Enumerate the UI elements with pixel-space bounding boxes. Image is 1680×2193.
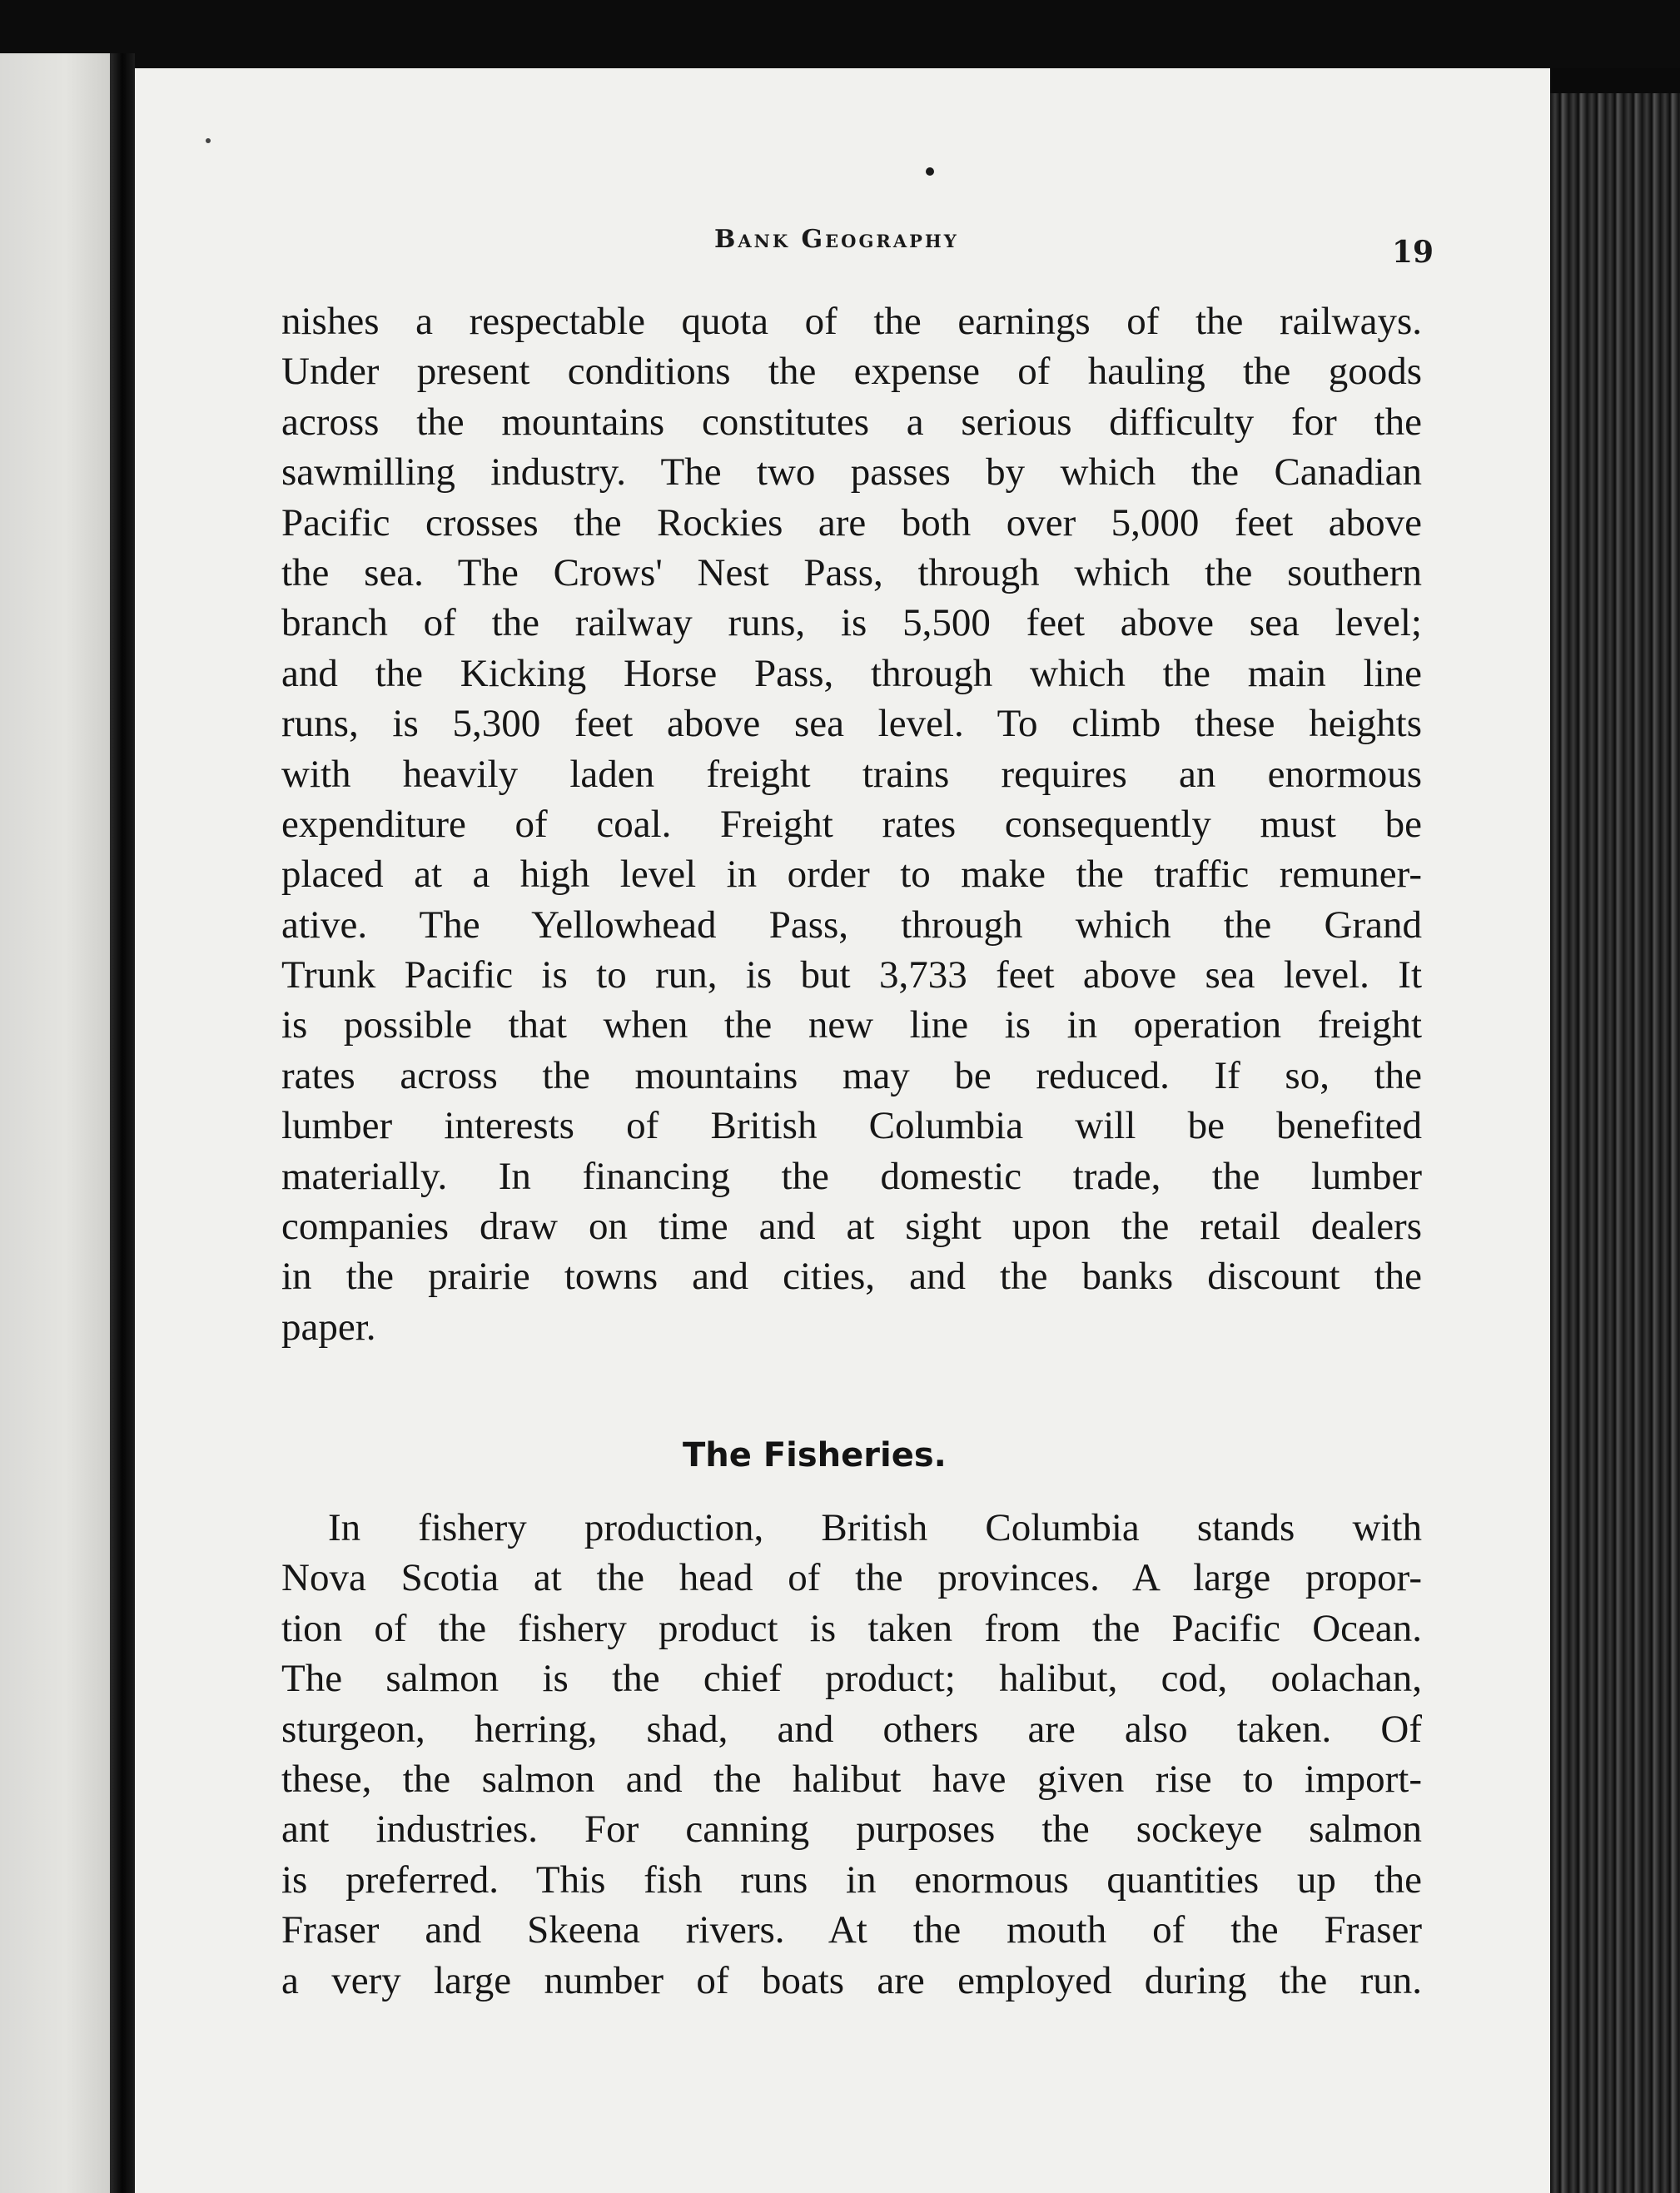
text-line: a very large number of boats are employed during the run. [281,1958,1422,2002]
text-line: placed at a high level in order to make the traffic remuner- [281,853,1422,897]
text-line: with heavily laden freight trains requires an enormous [281,752,1422,796]
text-line: Nova Scotia at the head of the provinces. A large propor- [281,1556,1422,1600]
text-line: Pacific crosses the Rockies are both over 5,000 feet above [281,500,1422,545]
text-line: is preferred. This fish runs in enormous quantities up the [281,1857,1422,1902]
page-stack-edge [1550,68,1680,2193]
text-line: ant industries. For canning purposes the sockeye salmon [281,1808,1422,1852]
text-line: lumber interests of British Columbia will be benefited [281,1104,1422,1148]
section-heading: The Fisheries. [683,1436,947,1474]
body-text-section-1 [281,296,1422,1352]
text-line: materially. In financing the domestic trade, the lumber [281,1154,1422,1198]
text-line: nishes a respectable quota of the earnings of the railways. [281,300,1422,343]
running-head: Bank Geography [714,225,959,254]
text-line: rates across the mountains may be reduced. If so, the [281,1053,1422,1097]
text-line: the sea. The Crows' Nest Pass, through which the southern [281,550,1422,594]
page-number: 19 [1392,235,1434,270]
text-line: and the Kicking Horse Pass, through which the main line [281,651,1422,695]
text-line: tion of the fishery product is taken from the Pacific Ocean. [281,1606,1422,1650]
ink-dot [926,167,934,176]
text-line: in the prairie towns and cities, and the banks discount the [281,1255,1422,1299]
page-stack-shadow [1550,68,1680,93]
text-line: paper. [281,1305,376,1349]
text-line: In fishery production, British Columbia stands with [328,1506,1422,1549]
ink-speck [206,138,211,143]
text-line: branch of the railway runs, is 5,500 feet above sea level; [281,601,1422,645]
text-line: Under present conditions the expense of hauling the goods [281,350,1422,394]
text-line: companies draw on time and at sight upon the retail dealers [281,1205,1422,1249]
text-line: sawmilling industry. The two passes by which the Canadian [281,450,1422,495]
text-line: ative. The Yellowhead Pass, through which the Grand [281,903,1422,947]
body-text-section-2 [281,1503,1422,2006]
text-line: sturgeon, herring, shad, and others are also taken. Of [281,1707,1422,1751]
text-line: runs, is 5,300 feet above sea level. To climb these heights [281,702,1422,746]
text-line: is possible that when the new line is in operation freight [281,1003,1422,1047]
book-gutter [110,53,135,2193]
text-line: these, the salmon and the halibut have given rise to import- [281,1757,1422,1801]
text-line: across the mountains constitutes a serious difficulty for the [281,400,1422,444]
facing-page-edge [0,53,110,2193]
text-line: Trunk Pacific is to run, is but 3,733 feet above sea level. It [281,953,1422,997]
text-line: The salmon is the chief product; halibut, cod, oolachan, [281,1657,1422,1701]
text-line: Fraser and Skeena rivers. At the mouth of the Fraser [281,1908,1422,1952]
text-line: expenditure of coal. Freight rates consequently must be [281,802,1422,846]
